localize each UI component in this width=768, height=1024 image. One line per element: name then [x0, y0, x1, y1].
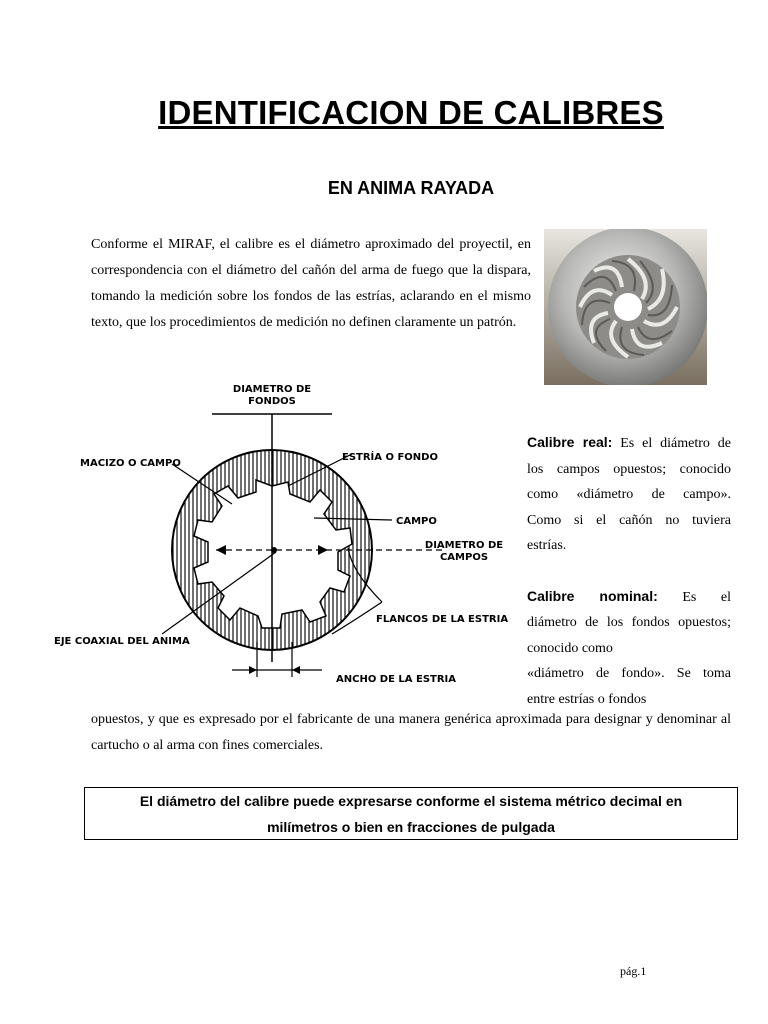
calibre-nominal-line-2: conocido como — [527, 640, 613, 656]
calibre-real-line-3: Como si el cañón no tuviera — [527, 512, 731, 528]
page-subtitle: EN ANIMA RAYADA — [327, 178, 495, 198]
calibre-nominal-line-4: entre estrías o fondos — [527, 691, 647, 707]
label-diametro-fondos-1: DIAMETRO DE — [232, 384, 312, 395]
calibre-definitions — [527, 430, 731, 712]
rifling-diagram — [52, 372, 520, 692]
rifled-barrel-photo — [544, 229, 707, 385]
calibre-real-line-0: Es el diámetro de — [620, 436, 732, 451]
calibre-nominal-line-1: diámetro de los fondos opuestos; — [527, 615, 731, 630]
page-number: pág.1 — [620, 964, 647, 978]
label-diametro-fondos-2: FONDOS — [248, 396, 296, 407]
highlight-line-2: milímetros o bien en fracciones de pulgada — [267, 819, 555, 835]
page-title: IDENTIFICACION DE CALIBRES — [158, 94, 664, 131]
continuation-paragraph: opuestos, y que es expresado por el fabricante de una manera genérica aproximada para designar y denominar al cartucho o al arma con fines comerciales. — [91, 712, 731, 753]
calibre-nominal-line-3: «diámetro de fondo». Se toma — [527, 666, 731, 681]
label-estria-fondo: ESTRÍA O FONDO — [342, 452, 438, 463]
intro-paragraph: Conforme el MIRAF, el calibre es el diámetro aproximado del proyectil, en correspondencia con el diámetro del cañón del arma de fuego que la dispara, tomando la medición sobre los fondos de las estrías, aclarando en el mismo texto, que los procedimientos de medición no definen claramente un patrón. — [91, 237, 531, 330]
highlight-box — [84, 787, 738, 840]
calibre-nominal-label: Calibre nominal: — [527, 587, 658, 604]
calibre-real-label: Calibre real: — [527, 434, 613, 450]
label-macizo-campo: MACIZO O CAMPO — [80, 458, 181, 469]
calibre-real-line-2: como «diámetro de campo». — [527, 487, 731, 502]
calibre-real-line-4: estrías. — [527, 538, 567, 553]
label-diametro-campos-2: CAMPOS — [439, 552, 489, 563]
label-eje-coaxial: EJE COAXIAL DEL ANIMA — [54, 636, 190, 647]
calibre-nominal-line-0: Es el — [682, 589, 732, 605]
highlight-line-1: El diámetro del calibre puede expresarse conforme el sistema métrico decimal en — [139, 793, 683, 809]
label-diametro-campos-1: DIAMETRO DE — [424, 540, 504, 551]
label-flancos: FLANCOS DE LA ESTRIA — [376, 614, 509, 625]
label-campo: CAMPO — [396, 516, 437, 527]
calibre-real-line-1: los campos opuestos; conocido — [527, 461, 731, 477]
label-ancho-estria: ANCHO DE LA ESTRIA — [336, 674, 457, 685]
